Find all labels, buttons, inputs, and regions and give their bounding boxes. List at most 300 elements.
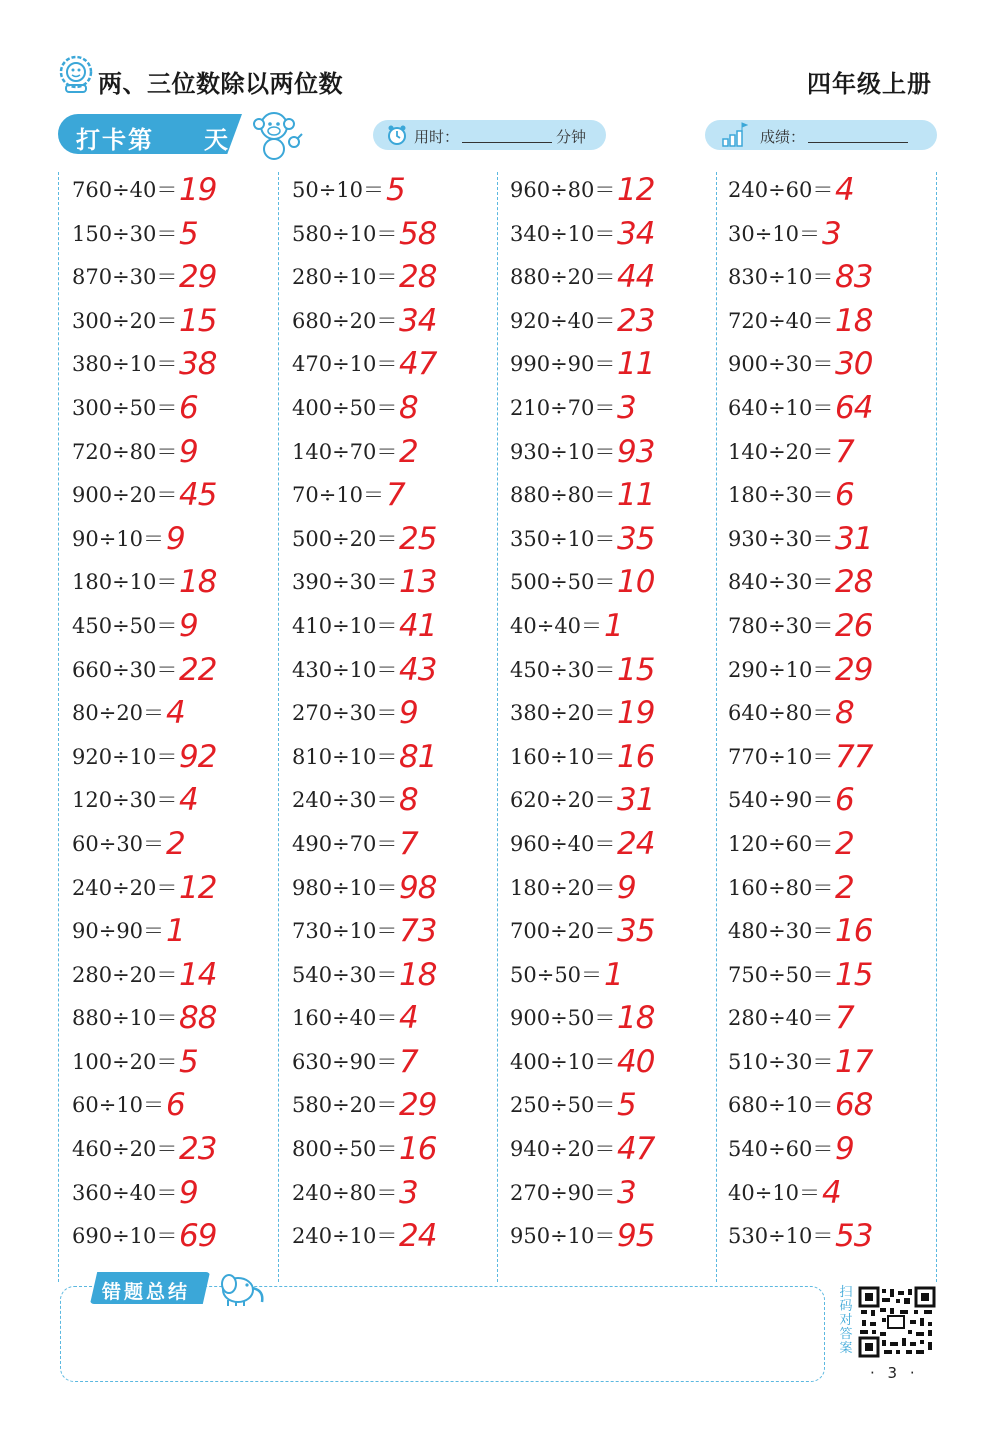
- problem-row: [292, 170, 502, 214]
- division-problem: 50÷50＝: [510, 962, 603, 987]
- division-problem: 150÷30＝: [72, 221, 178, 246]
- division-problem: 160÷10＝: [510, 744, 616, 769]
- division-problem: 580÷20＝: [292, 1093, 398, 1118]
- handwritten-answer[interactable]: 35: [617, 520, 655, 557]
- handwritten-answer[interactable]: 7: [835, 1000, 854, 1037]
- problem-row: [510, 780, 720, 824]
- division-problem: 810÷10＝: [292, 744, 398, 769]
- problem-row: [510, 257, 720, 301]
- division-problem: 390÷30＝: [292, 570, 398, 595]
- problem-row: [72, 388, 282, 432]
- division-problem: 640÷10＝: [728, 395, 834, 420]
- handwritten-answer[interactable]: 24: [399, 1218, 437, 1255]
- division-problem: 380÷20＝: [510, 701, 616, 726]
- problem-row: [292, 693, 502, 737]
- problem-row: [292, 955, 502, 999]
- problem-row: [510, 432, 720, 476]
- division-problem: 960÷40＝: [510, 831, 616, 856]
- handwritten-answer[interactable]: 3: [822, 215, 841, 252]
- handwritten-answer[interactable]: 6: [179, 389, 198, 426]
- handwritten-answer[interactable]: 13: [399, 564, 437, 601]
- handwritten-answer[interactable]: 6: [166, 1087, 185, 1124]
- problem-row: [72, 998, 282, 1042]
- score-label: 成绩：: [760, 128, 806, 146]
- handwritten-answer[interactable]: 15: [179, 302, 217, 339]
- handwritten-answer[interactable]: 29: [835, 651, 873, 688]
- handwritten-answer[interactable]: 18: [617, 1000, 655, 1037]
- division-problem: 930÷10＝: [510, 439, 616, 464]
- handwritten-answer[interactable]: 69: [179, 1218, 217, 1255]
- handwritten-answer[interactable]: 45: [179, 477, 217, 514]
- problem-row: [72, 257, 282, 301]
- handwritten-answer[interactable]: 43: [399, 651, 437, 688]
- handwritten-answer[interactable]: 4: [822, 1174, 841, 1211]
- division-problem: 240÷20＝: [72, 875, 178, 900]
- handwritten-answer[interactable]: 9: [617, 869, 636, 906]
- handwritten-answer[interactable]: 18: [835, 302, 873, 339]
- division-problem: 730÷10＝: [292, 919, 398, 944]
- handwritten-answer[interactable]: 16: [399, 1131, 437, 1168]
- handwritten-answer[interactable]: 28: [835, 564, 873, 601]
- handwritten-answer[interactable]: 7: [386, 477, 405, 514]
- handwritten-answer[interactable]: 22: [179, 651, 217, 688]
- division-problem: 240÷10＝: [292, 1224, 398, 1249]
- problem-row: [728, 562, 938, 606]
- division-problem: 680÷20＝: [292, 308, 398, 333]
- handwritten-answer[interactable]: 2: [166, 825, 185, 862]
- problem-row: [728, 301, 938, 345]
- division-problem: 720÷80＝: [72, 439, 178, 464]
- division-problem: 60÷30＝: [72, 831, 165, 856]
- handwritten-answer[interactable]: 23: [617, 302, 655, 339]
- division-problem: 120÷30＝: [72, 788, 178, 813]
- division-problem: 480÷30＝: [728, 919, 834, 944]
- handwritten-answer[interactable]: 12: [617, 172, 655, 208]
- handwritten-answer[interactable]: 15: [617, 651, 655, 688]
- handwritten-answer[interactable]: 47: [617, 1131, 655, 1168]
- division-problem: 40÷40＝: [510, 613, 603, 638]
- division-problem: 750÷50＝: [728, 962, 834, 987]
- handwritten-answer[interactable]: 16: [835, 913, 873, 950]
- problem-row: [728, 955, 938, 999]
- division-problem: 880÷10＝: [72, 1006, 178, 1031]
- problem-row: [292, 344, 502, 388]
- division-problem: 620÷20＝: [510, 788, 616, 813]
- handwritten-answer[interactable]: 47: [399, 346, 437, 383]
- problem-row: [72, 606, 282, 650]
- handwritten-answer[interactable]: 5: [179, 1043, 198, 1080]
- division-problem: 70÷10＝: [292, 483, 385, 508]
- handwritten-answer[interactable]: 9: [179, 433, 198, 470]
- division-problem: 280÷10＝: [292, 265, 398, 290]
- handwritten-answer[interactable]: 4: [179, 782, 198, 819]
- division-problem: 510÷30＝: [728, 1049, 834, 1074]
- division-problem: 450÷50＝: [72, 613, 178, 638]
- problem-row: [292, 432, 502, 476]
- handwritten-answer[interactable]: 3: [617, 389, 636, 426]
- division-problem: 840÷30＝: [728, 570, 834, 595]
- handwritten-answer[interactable]: 9: [179, 1174, 198, 1211]
- handwritten-answer[interactable]: 15: [835, 956, 873, 993]
- problem-row: [510, 824, 720, 868]
- handwritten-answer[interactable]: 16: [617, 738, 655, 775]
- handwritten-answer[interactable]: 18: [179, 564, 217, 601]
- handwritten-answer[interactable]: 23: [179, 1131, 217, 1168]
- handwritten-answer[interactable]: 73: [399, 913, 437, 950]
- handwritten-answer[interactable]: 5: [179, 215, 198, 252]
- division-problem: 300÷50＝: [72, 395, 178, 420]
- problem-row: [728, 606, 938, 650]
- division-problem: 940÷20＝: [510, 1137, 616, 1162]
- division-problem: 900÷50＝: [510, 1006, 616, 1031]
- problem-row: [510, 737, 720, 781]
- problem-row: [510, 1042, 720, 1086]
- problem-row: [510, 868, 720, 912]
- handwritten-answer[interactable]: 3: [399, 1174, 418, 1211]
- problem-row: [292, 257, 502, 301]
- problem-row: [728, 1042, 938, 1086]
- problem-row: [292, 650, 502, 694]
- problem-row: [510, 1129, 720, 1173]
- division-problem: 580÷10＝: [292, 221, 398, 246]
- division-problem: 540÷90＝: [728, 788, 834, 813]
- problem-row: [292, 780, 502, 824]
- checkin-label: 打卡第: [76, 126, 154, 154]
- division-problem: 30÷10＝: [728, 221, 821, 246]
- handwritten-answer[interactable]: 7: [399, 1043, 418, 1080]
- handwritten-answer[interactable]: 29: [399, 1087, 437, 1124]
- scan-answer-caption: 扫码对答案: [839, 1285, 853, 1356]
- division-problem: 300÷20＝: [72, 308, 178, 333]
- problem-row: [510, 606, 720, 650]
- time-label: 用时：: [414, 128, 460, 146]
- division-problem: 700÷20＝: [510, 919, 616, 944]
- problem-row: [728, 432, 938, 476]
- handwritten-answer[interactable]: 68: [835, 1087, 873, 1124]
- problem-row: [72, 562, 282, 606]
- handwritten-answer[interactable]: 8: [835, 695, 854, 732]
- handwritten-answer[interactable]: 8: [399, 389, 418, 426]
- problem-row: [292, 519, 502, 563]
- problem-column-3: [510, 170, 720, 1260]
- division-problem: 450÷30＝: [510, 657, 616, 682]
- division-problem: 270÷90＝: [510, 1180, 616, 1205]
- monkey-mascot-icon: [246, 106, 304, 162]
- problem-row: [728, 214, 938, 258]
- division-problem: 180÷10＝: [72, 570, 178, 595]
- checkin-day-label: 天: [204, 126, 228, 154]
- division-problem: 930÷30＝: [728, 526, 834, 551]
- division-problem: 430÷10＝: [292, 657, 398, 682]
- handwritten-answer[interactable]: 7: [835, 433, 854, 470]
- handwritten-answer[interactable]: 28: [399, 259, 437, 296]
- lion-logo-icon: [58, 54, 94, 94]
- problem-row: [728, 519, 938, 563]
- division-problem: 990÷90＝: [510, 352, 616, 377]
- division-problem: 350÷10＝: [510, 526, 616, 551]
- problem-row: [72, 780, 282, 824]
- problem-row: [292, 1085, 502, 1129]
- handwritten-answer[interactable]: 38: [179, 346, 217, 383]
- problem-row: [292, 1216, 502, 1260]
- problem-row: [510, 344, 720, 388]
- handwritten-answer[interactable]: 2: [835, 825, 854, 862]
- problem-column-2: [292, 170, 502, 1260]
- problem-column-4: [728, 170, 938, 1260]
- problem-row: [510, 562, 720, 606]
- division-problem: 410÷10＝: [292, 613, 398, 638]
- division-problem: 540÷30＝: [292, 962, 398, 987]
- handwritten-answer[interactable]: 64: [835, 389, 873, 426]
- division-problem: 950÷10＝: [510, 1224, 616, 1249]
- problem-row: [728, 388, 938, 432]
- problem-row: [72, 1042, 282, 1086]
- mistake-summary-label: 错题总结: [102, 1281, 191, 1303]
- division-problem: 780÷30＝: [728, 613, 834, 638]
- handwritten-answer[interactable]: 77: [835, 738, 873, 775]
- handwritten-answer[interactable]: 41: [399, 607, 437, 644]
- division-problem: 500÷20＝: [292, 526, 398, 551]
- problem-row: [292, 1042, 502, 1086]
- handwritten-answer[interactable]: 24: [617, 825, 655, 862]
- page-title: 两、三位数除以两位数: [98, 70, 343, 98]
- score-input-line[interactable]: [808, 142, 908, 143]
- page-number: · 3 ·: [870, 1364, 919, 1382]
- problem-row: [728, 911, 938, 955]
- division-problem: 920÷40＝: [510, 308, 616, 333]
- handwritten-answer[interactable]: 53: [835, 1218, 873, 1255]
- problem-row: [292, 1173, 502, 1217]
- division-problem: 500÷50＝: [510, 570, 616, 595]
- handwritten-answer[interactable]: 88: [179, 1000, 217, 1037]
- handwritten-answer[interactable]: 9: [166, 520, 185, 557]
- handwritten-answer[interactable]: 4: [835, 172, 854, 208]
- bar-chart-flag-icon: [720, 121, 748, 147]
- problem-row: [728, 824, 938, 868]
- division-problem: 640÷80＝: [728, 701, 834, 726]
- handwritten-answer[interactable]: 1: [166, 913, 185, 950]
- problem-row: [728, 780, 938, 824]
- division-problem: 280÷40＝: [728, 1006, 834, 1031]
- problem-row: [292, 388, 502, 432]
- handwritten-answer[interactable]: 58: [399, 215, 437, 252]
- problem-row: [292, 824, 502, 868]
- handwritten-answer[interactable]: 11: [617, 346, 655, 383]
- handwritten-answer[interactable]: 26: [835, 607, 873, 644]
- problem-row: [72, 650, 282, 694]
- handwritten-answer[interactable]: 14: [179, 956, 217, 993]
- problem-row: [72, 1173, 282, 1217]
- division-problem: 680÷10＝: [728, 1093, 834, 1118]
- division-problem: 140÷20＝: [728, 439, 834, 464]
- handwritten-answer[interactable]: 2: [835, 869, 854, 906]
- problem-row: [72, 1129, 282, 1173]
- problem-row: [72, 344, 282, 388]
- problem-row: [292, 301, 502, 345]
- division-problem: 960÷80＝: [510, 178, 616, 202]
- problem-row: [72, 519, 282, 563]
- problem-row: [72, 475, 282, 519]
- division-problem: 280÷20＝: [72, 962, 178, 987]
- problem-row: [728, 170, 938, 214]
- division-problem: 900÷30＝: [728, 352, 834, 377]
- problem-row: [72, 214, 282, 258]
- problem-row: [72, 170, 282, 214]
- division-problem: 660÷30＝: [72, 657, 178, 682]
- problem-row: [728, 344, 938, 388]
- handwritten-answer[interactable]: 4: [166, 695, 185, 732]
- problem-row: [728, 737, 938, 781]
- problem-row: [292, 737, 502, 781]
- handwritten-answer[interactable]: 12: [179, 869, 217, 906]
- division-problem: 460÷20＝: [72, 1137, 178, 1162]
- handwritten-answer[interactable]: 7: [399, 825, 418, 862]
- handwritten-answer[interactable]: 19: [179, 172, 217, 208]
- handwritten-answer[interactable]: 18: [399, 956, 437, 993]
- handwritten-answer[interactable]: 95: [617, 1218, 655, 1255]
- problem-row: [728, 650, 938, 694]
- handwritten-answer[interactable]: 31: [617, 782, 655, 819]
- handwritten-answer[interactable]: 8: [399, 782, 418, 819]
- division-problem: 360÷40＝: [72, 1180, 178, 1205]
- handwritten-answer[interactable]: 11: [617, 477, 655, 514]
- problem-row: [510, 301, 720, 345]
- division-problem: 140÷70＝: [292, 439, 398, 464]
- problem-row: [510, 998, 720, 1042]
- problem-row: [72, 911, 282, 955]
- problem-row: [510, 911, 720, 955]
- division-problem: 50÷10＝: [292, 178, 385, 202]
- problem-row: [728, 257, 938, 301]
- problem-row: [728, 868, 938, 912]
- problem-row: [510, 1173, 720, 1217]
- handwritten-answer[interactable]: 9: [399, 695, 418, 732]
- division-problem: 90÷90＝: [72, 919, 165, 944]
- division-problem: 160÷80＝: [728, 875, 834, 900]
- handwritten-answer[interactable]: 30: [835, 346, 873, 383]
- handwritten-answer[interactable]: 19: [617, 695, 655, 732]
- handwritten-answer[interactable]: 3: [617, 1174, 636, 1211]
- problem-row: [510, 475, 720, 519]
- qr-code[interactable]: [858, 1286, 936, 1358]
- problem-row: [72, 955, 282, 999]
- handwritten-answer[interactable]: 35: [617, 913, 655, 950]
- division-problem: 400÷50＝: [292, 395, 398, 420]
- division-problem: 880÷80＝: [510, 483, 616, 508]
- handwritten-answer[interactable]: 83: [835, 259, 873, 296]
- division-problem: 40÷10＝: [728, 1180, 821, 1205]
- problem-row: [72, 1085, 282, 1129]
- problem-row: [72, 868, 282, 912]
- problem-row: [72, 824, 282, 868]
- handwritten-answer[interactable]: 17: [835, 1043, 873, 1080]
- problem-row: [728, 1173, 938, 1217]
- division-problem: 60÷10＝: [72, 1093, 165, 1118]
- division-problem: 690÷10＝: [72, 1224, 178, 1249]
- handwritten-answer[interactable]: 5: [386, 172, 405, 208]
- division-problem: 980÷10＝: [292, 875, 398, 900]
- problem-row: [72, 1216, 282, 1260]
- handwritten-answer[interactable]: 44: [617, 259, 655, 296]
- handwritten-answer[interactable]: 1: [604, 607, 623, 644]
- handwritten-answer[interactable]: 9: [835, 1131, 854, 1168]
- problem-row: [728, 1216, 938, 1260]
- handwritten-answer[interactable]: 29: [179, 259, 217, 296]
- problem-row: [728, 1129, 938, 1173]
- problem-row: [510, 1085, 720, 1129]
- problem-column-1: [72, 170, 282, 1260]
- problem-row: [292, 911, 502, 955]
- division-problem: 240÷80＝: [292, 1180, 398, 1205]
- problem-row: [510, 170, 720, 214]
- division-problem: 900÷20＝: [72, 483, 178, 508]
- division-problem: 880÷20＝: [510, 265, 616, 290]
- problem-row: [728, 475, 938, 519]
- handwritten-answer[interactable]: 93: [617, 433, 655, 470]
- problem-row: [510, 650, 720, 694]
- division-problem: 830÷10＝: [728, 265, 834, 290]
- division-problem: 180÷30＝: [728, 483, 834, 508]
- handwritten-answer[interactable]: 4: [399, 1000, 418, 1037]
- handwritten-answer[interactable]: 98: [399, 869, 437, 906]
- division-problem: 240÷60＝: [728, 178, 834, 202]
- problem-row: [292, 868, 502, 912]
- problem-row: [72, 693, 282, 737]
- problem-row: [292, 606, 502, 650]
- problem-row: [292, 214, 502, 258]
- frame-left-border: [58, 172, 59, 1282]
- problem-row: [292, 1129, 502, 1173]
- time-unit-label: 分钟: [556, 128, 587, 146]
- handwritten-answer[interactable]: 6: [835, 477, 854, 514]
- handwritten-answer[interactable]: 81: [399, 738, 437, 775]
- division-problem: 210÷70＝: [510, 395, 616, 420]
- elephant-icon: [214, 1268, 268, 1308]
- division-problem: 920÷10＝: [72, 744, 178, 769]
- problem-row: [72, 737, 282, 781]
- division-problem: 400÷10＝: [510, 1049, 616, 1074]
- handwritten-answer[interactable]: 92: [179, 738, 217, 775]
- handwritten-answer[interactable]: 40: [617, 1043, 655, 1080]
- problem-row: [510, 955, 720, 999]
- handwritten-answer[interactable]: 34: [617, 215, 655, 252]
- problem-row: [292, 475, 502, 519]
- problem-row: [728, 998, 938, 1042]
- handwritten-answer[interactable]: 6: [835, 782, 854, 819]
- handwritten-answer[interactable]: 31: [835, 520, 873, 557]
- division-problem: 180÷20＝: [510, 875, 616, 900]
- handwritten-answer[interactable]: 25: [399, 520, 437, 557]
- problem-row: [510, 519, 720, 563]
- grade-label: 四年级上册: [807, 70, 932, 98]
- division-problem: 120÷60＝: [728, 831, 834, 856]
- division-problem: 340÷10＝: [510, 221, 616, 246]
- handwritten-answer[interactable]: 2: [399, 433, 418, 470]
- problem-row: [292, 562, 502, 606]
- handwritten-answer[interactable]: 5: [617, 1087, 636, 1124]
- division-problem: 250÷50＝: [510, 1093, 616, 1118]
- division-problem: 290÷10＝: [728, 657, 834, 682]
- handwritten-answer[interactable]: 9: [179, 607, 198, 644]
- handwritten-answer[interactable]: 10: [617, 564, 655, 601]
- problem-row: [292, 998, 502, 1042]
- division-problem: 490÷70＝: [292, 831, 398, 856]
- problem-row: [510, 693, 720, 737]
- division-problem: 270÷30＝: [292, 701, 398, 726]
- handwritten-answer[interactable]: 34: [399, 302, 437, 339]
- handwritten-answer[interactable]: 1: [604, 956, 623, 993]
- time-input-line[interactable]: [462, 142, 552, 143]
